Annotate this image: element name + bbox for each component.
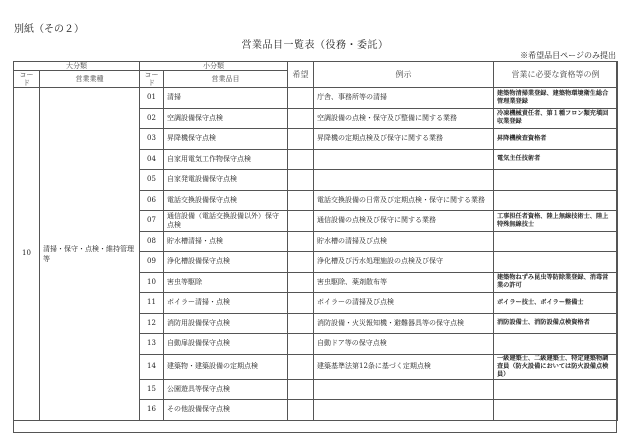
minor-name-cell: 自動扉設備保守点検 [164, 334, 288, 355]
wish-checkbox-cell[interactable] [288, 400, 314, 421]
wish-checkbox-cell[interactable] [288, 293, 314, 314]
wish-checkbox-cell[interactable] [288, 129, 314, 150]
minor-code-cell: 05 [140, 170, 164, 191]
minor-name-cell: 空調設備保守点検 [164, 108, 288, 129]
document-label: 別紙（その２） [14, 24, 84, 35]
business-items-table [13, 61, 618, 421]
wish-checkbox-cell[interactable] [288, 149, 314, 170]
minor-name-cell: 昇降機保守点検 [164, 129, 288, 150]
minor-name-cell: 建築物・建築設備の定期点検 [164, 354, 288, 379]
example-cell: ボイラーの清掃及び点検 [314, 293, 494, 314]
minor-name-header: 営業品目 [164, 71, 288, 88]
example-cell: 電話交換設備の日常及び定期点検・保守に関する業務 [314, 190, 494, 211]
qualification-cell [494, 252, 618, 273]
minor-name-cell: 公園遊具等保守点検 [164, 379, 288, 400]
minor-name-cell: 害虫等駆除 [164, 272, 288, 293]
qualification-cell: 建築物ねずみ昆虫等防除業登録、消毒営業の許可 [494, 272, 618, 293]
minor-code-cell: 07 [140, 211, 164, 232]
wish-header: 希望 [288, 62, 314, 88]
minor-code-header: コード [140, 71, 164, 88]
minor-name-cell: ボイラー清掃・点検 [164, 293, 288, 314]
qualification-cell: ボイラー技士、ボイラー整備士 [494, 293, 618, 314]
example-header: 例示 [314, 62, 494, 88]
example-cell: 昇降機の定期点検及び保守に関する業務 [314, 129, 494, 150]
qualification-cell [494, 334, 618, 355]
minor-code-cell: 13 [140, 334, 164, 355]
example-cell: 建築基準法第12条に基づく定期点検 [314, 354, 494, 379]
example-cell: 貯水槽の清掃及び点検 [314, 231, 494, 252]
qualification-cell [494, 190, 618, 211]
minor-name-cell: 自家用電気工作物保守点検 [164, 149, 288, 170]
minor-code-cell: 12 [140, 313, 164, 334]
major-code-cell: 10 [14, 88, 40, 421]
minor-name-cell: その他設備保守点検 [164, 400, 288, 421]
minor-name-cell: 電話交換設備保守点検 [164, 190, 288, 211]
wish-checkbox-cell[interactable] [288, 379, 314, 400]
minor-name-cell: 貯水槽清掃・点検 [164, 231, 288, 252]
example-cell: 自動ドア等の保守点検 [314, 334, 494, 355]
major-name-cell: 清掃・保守・点検・維持管理等 [40, 88, 140, 421]
qualification-cell: 電気主任技術者 [494, 149, 618, 170]
minor-code-cell: 09 [140, 252, 164, 273]
minor-code-cell: 16 [140, 400, 164, 421]
page-title: 営業品目一覧表（役務・委託） [241, 40, 389, 51]
minor-name-cell: 消防用設備保守点検 [164, 313, 288, 334]
example-cell: 害虫駆除、薬剤散布等 [314, 272, 494, 293]
qualification-cell [494, 400, 618, 421]
table-row [14, 88, 618, 109]
minor-code-cell: 06 [140, 190, 164, 211]
wish-checkbox-cell[interactable] [288, 231, 314, 252]
wish-checkbox-cell[interactable] [288, 190, 314, 211]
example-cell [314, 170, 494, 191]
minor-code-cell: 10 [140, 272, 164, 293]
minor-code-cell: 03 [140, 129, 164, 150]
minor-code-cell: 15 [140, 379, 164, 400]
minor-name-cell: 清掃 [164, 88, 288, 109]
minor-code-cell: 08 [140, 231, 164, 252]
qualification-cell: 建築物清掃業登録、建築物環境衛生総合管理業登録 [494, 88, 618, 109]
major-code-header: コード [14, 71, 40, 88]
qualification-cell [494, 170, 618, 191]
wish-checkbox-cell[interactable] [288, 108, 314, 129]
wish-checkbox-cell[interactable] [288, 170, 314, 191]
qualification-cell: 消防設備士、消防設備点検資格者 [494, 313, 618, 334]
wish-checkbox-cell[interactable] [288, 313, 314, 334]
qualification-cell [494, 231, 618, 252]
wish-checkbox-cell[interactable] [288, 334, 314, 355]
wish-checkbox-cell[interactable] [288, 252, 314, 273]
submission-note: ※希望品目ページのみ提出 [520, 51, 616, 60]
example-cell [314, 400, 494, 421]
example-cell: 消防設備・火災報知機・避難器具等の保守点検 [314, 313, 494, 334]
minor-name-cell: 通信設備（電話交換設備以外）保守点検 [164, 211, 288, 232]
table-body [14, 88, 618, 421]
example-cell [314, 379, 494, 400]
wish-checkbox-cell[interactable] [288, 211, 314, 232]
wish-checkbox-cell[interactable] [288, 88, 314, 109]
qualification-cell: 一級建築士、二級建築士、特定建築物調査員（防火設備においては防火設備点検員） [494, 354, 618, 379]
minor-name-cell: 自家発電設備保守点検 [164, 170, 288, 191]
major-group-header: 大分類 [14, 62, 140, 71]
example-cell: 庁舎、事務所等の清掃 [314, 88, 494, 109]
minor-code-cell: 02 [140, 108, 164, 129]
minor-name-cell: 浄化槽設備保守点検 [164, 252, 288, 273]
qualification-header: 営業に必要な資格等の例 [494, 62, 618, 88]
minor-code-cell: 11 [140, 293, 164, 314]
qualification-cell: 昇降機検査資格者 [494, 129, 618, 150]
qualification-cell [494, 379, 618, 400]
example-cell [314, 149, 494, 170]
qualification-cell: 冷凍機械責任者、第１種フロン類充塡回収業登録 [494, 108, 618, 129]
minor-group-header: 小分類 [140, 62, 288, 71]
wish-checkbox-cell[interactable] [288, 272, 314, 293]
wish-checkbox-cell[interactable] [288, 354, 314, 379]
major-name-header: 営業業種 [40, 71, 140, 88]
minor-code-cell: 04 [140, 149, 164, 170]
example-cell: 浄化槽及び汚水処理施設の点検及び保守 [314, 252, 494, 273]
qualification-cell: 工事担任者資格、陸上無線技術士、陸上特殊無線技士 [494, 211, 618, 232]
minor-code-cell: 14 [140, 354, 164, 379]
example-cell: 通信設備の点検及び保守に関する業務 [314, 211, 494, 232]
example-cell: 空調設備の点検・保守及び整備に関する業務 [314, 108, 494, 129]
minor-code-cell: 01 [140, 88, 164, 109]
